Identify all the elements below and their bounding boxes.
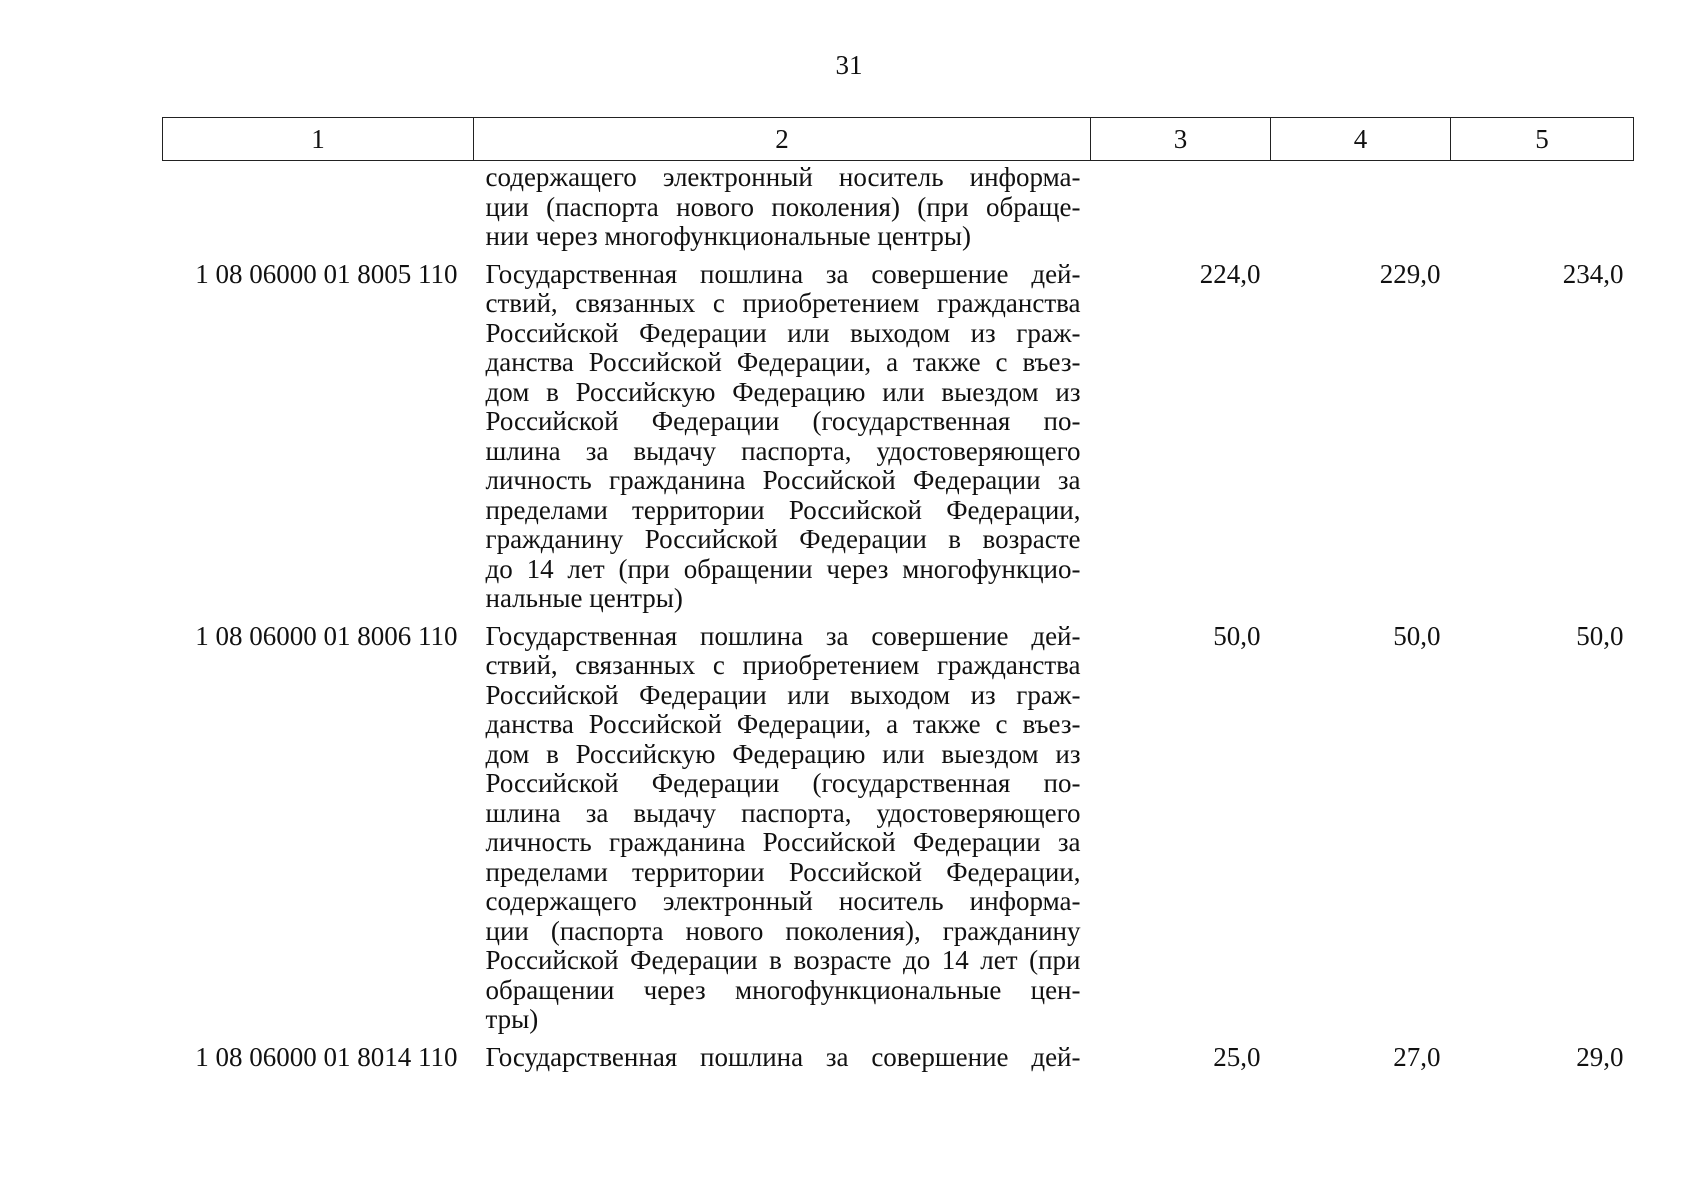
description-line: дом в Российскую Федерацию или выездом из [485, 738, 1081, 769]
description-line: Государственная пошлина за совершение дей- [485, 620, 1081, 651]
description-line: ции (паспорта нового поколения) (при обраще- [485, 191, 1081, 222]
description-line: нии через многофункциональные центры) [485, 221, 972, 251]
description-line: личность гражданина Российской Федерации за [485, 465, 1081, 495]
table-header-row [163, 118, 1634, 161]
continuation-description [474, 161, 1091, 260]
description-line: нальные центры) [485, 583, 683, 613]
description-line: Российской Федерации (государственная по- [485, 406, 1081, 436]
row-code: 1 08 06000 01 8006 110 [195, 620, 458, 651]
column-header-1: 1 [163, 118, 474, 161]
column-header-5: 5 [1451, 118, 1634, 161]
row-value-col3: 50,0 [1213, 620, 1261, 651]
description-line: данства Российской Федерации, а также с въез- [485, 347, 1081, 377]
description-line: Российской Федерации в возрасте до 14 лет (при [485, 945, 1081, 975]
row-description [474, 622, 1091, 1043]
description-line: данства Российской Федерации, а также с въез- [485, 709, 1081, 739]
row-value-col5: 234,0 [1562, 258, 1624, 289]
page-number: 31 [835, 50, 863, 80]
description-line: ции (паспорта нового поколения), гражданину [485, 915, 1081, 946]
table-row [163, 1043, 1634, 1081]
column-header-2: 2 [474, 118, 1091, 161]
row-value-col5: 29,0 [1576, 1041, 1624, 1072]
description-line: шлина за выдачу паспорта, удостоверяющего [485, 435, 1081, 466]
row-value-col4: 229,0 [1379, 258, 1441, 289]
description-line: содержащего электронный носитель информа- [485, 162, 1081, 192]
description-line: пределами территории Российской Федерации, [485, 494, 1081, 525]
row-description [474, 1043, 1091, 1081]
row-code: 1 08 06000 01 8014 110 [195, 1041, 458, 1072]
description-line: ствий, связанных с приобретением гражданства [485, 650, 1081, 680]
description-line: гражданину Российской Федерации в возрасте [485, 524, 1081, 554]
row-description [474, 260, 1091, 622]
description-line: Российской Федерации (государственная по- [485, 768, 1081, 798]
row-value-col3: 25,0 [1213, 1041, 1261, 1072]
row-value-col4: 27,0 [1393, 1041, 1441, 1072]
description-line: Российской Федерации или выходом из граж- [485, 679, 1081, 710]
description-line: пределами территории Российской Федерации, [485, 856, 1081, 887]
column-header-4: 4 [1271, 118, 1451, 161]
row-code: 1 08 06000 01 8005 110 [195, 258, 458, 289]
description-line: Российской Федерации или выходом из граж- [485, 317, 1081, 348]
table-row [163, 622, 1634, 1043]
description-line: личность гражданина Российской Федерации за [485, 827, 1081, 857]
description-line: тры) [485, 1004, 539, 1034]
description-line: шлина за выдачу паспорта, удостоверяющего [485, 797, 1081, 828]
description-line: ствий, связанных с приобретением гражданства [485, 288, 1081, 318]
description-line: дом в Российскую Федерацию или выездом из [485, 376, 1081, 407]
row-value-col3: 224,0 [1199, 258, 1261, 289]
column-header-3: 3 [1091, 118, 1271, 161]
table-row-continuation [163, 161, 1634, 260]
description-line: до 14 лет (при обращении через многофункцио- [485, 553, 1081, 584]
row-value-col5: 50,0 [1576, 620, 1624, 651]
description-line: Государственная пошлина за совершение дей- [485, 258, 1081, 289]
description-line: обращении через многофункциональные цен- [485, 974, 1081, 1005]
description-line: Государственная пошлина за совершение дей- [485, 1041, 1081, 1072]
budget-table [162, 117, 1634, 1080]
table-row [163, 260, 1634, 622]
description-line: содержащего электронный носитель информа- [485, 886, 1081, 916]
row-value-col4: 50,0 [1393, 620, 1441, 651]
